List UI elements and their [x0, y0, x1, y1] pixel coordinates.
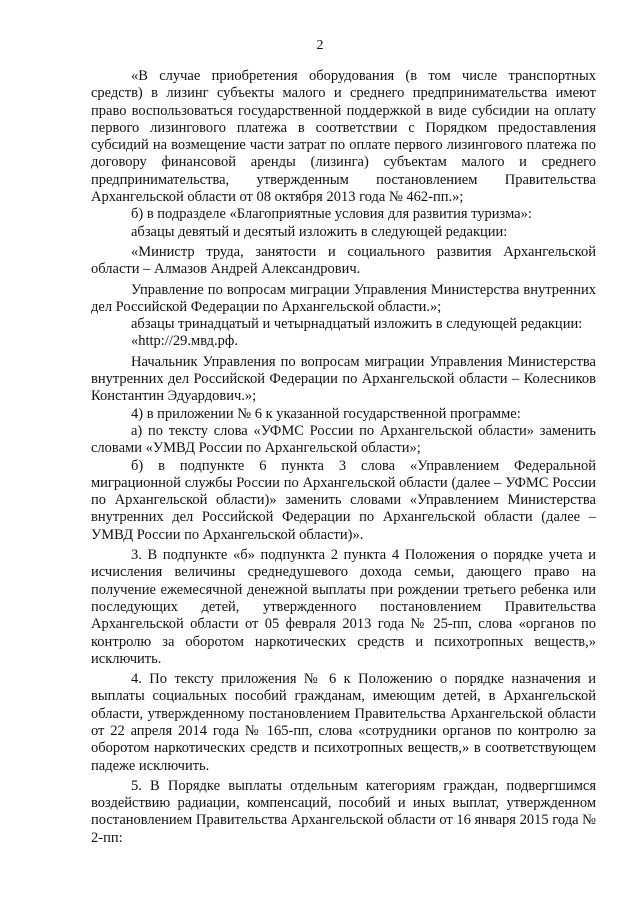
paragraph: 3. В подпункте «б» подпункта 2 пункта 4 Положения о порядке учета и исчисления величины среднедушевого дохода семьи, дающего право на получение ежемесячной денежной выплаты при рождении третьего ребенка или последующих детей, утвержденного постановлением Правительства Архангельской области от 05 февраля 2013 года № 25-пп, слова «органов по контролю за оборотом наркотических средств и психотропных веществ,» исключить. — [91, 547, 596, 667]
paragraph: 4. По тексту приложения № 6 к Положению о порядке назначения и выплаты социальных пособий гражданам, имеющим детей, в Архангельской области, утвержденному постановлением Правительства Архангельской области от 22 апреля 2014 года № 165-пп, слова «сотрудники органов по контролю за оборотом наркотических средств и психотропных веществ,» в соответствующем падеже исключить. — [91, 671, 596, 774]
paragraph: Начальник Управления по вопросам миграции Управления Министерства внутренних дел Российской Федерации по Архангельской области – Колесников Константин Эдуардович.»; — [91, 353, 596, 405]
paragraph: Управление по вопросам миграции Управления Министерства внутренних дел Российской Федерации по Архангельской области.»; — [91, 281, 596, 315]
page-number: 2 — [316, 38, 324, 53]
paragraph: абзацы тринадцатый и четырнадцатый изложить в следующей редакции: — [131, 316, 583, 333]
paragraph: «В случае приобретения оборудования (в том числе транспортных средств) в лизинг субъекты малого и среднего предпринимательства имеют право воспользоваться государственной поддержкой в виде субсидии на оплату первого лизингового платежа в соответствии с Порядком предоставления субсидий на возмещение части затрат по оплате первого лизингового платежа по договору финансовой аренды (лизинга) субъектам малого и среднего предпринимательства, утвержденным постановлением Правительства Архангельской области от 08 октября 2013 года № 462-пп.»; — [91, 68, 596, 206]
paragraph: б) в подпункте 6 пункта 3 слова «Управлением Федеральной миграционной службы России по Архангельской области (далее – УФМС России по Архангельской области)» заменить словами «Управлением Министерства внутренних дел Российской Федерации по Архангельской области (далее – УМВД России по Архангельской области)». — [91, 457, 596, 543]
paragraph: а) по тексту слова «УФМС России по Архангельской области» заменить словами «УМВД России по Архангельской области»; — [91, 422, 596, 457]
paragraph: «Министр труда, занятости и социального развития Архангельской области – Алмазов Андрей Александрович. — [91, 243, 596, 278]
paragraph: 4) в приложении № 6 к указанной государственной программе: — [131, 405, 521, 422]
document-body — [91, 68, 596, 847]
paragraph: 5. В Порядке выплаты отдельным категориям граждан, подвергшимся воздействию радиации, компенсаций, пособий и иных выплат, утвержденном постановлением Правительства Архангельской области от 16 января 2015 года № 2-пп: — [91, 777, 596, 846]
paragraph: б) в подразделе «Благоприятные условия для развития туризма»: — [131, 206, 532, 223]
paragraph: «http://29.мвд.рф. — [131, 333, 238, 350]
paragraph: абзацы девятый и десятый изложить в следующей редакции: — [131, 223, 508, 240]
